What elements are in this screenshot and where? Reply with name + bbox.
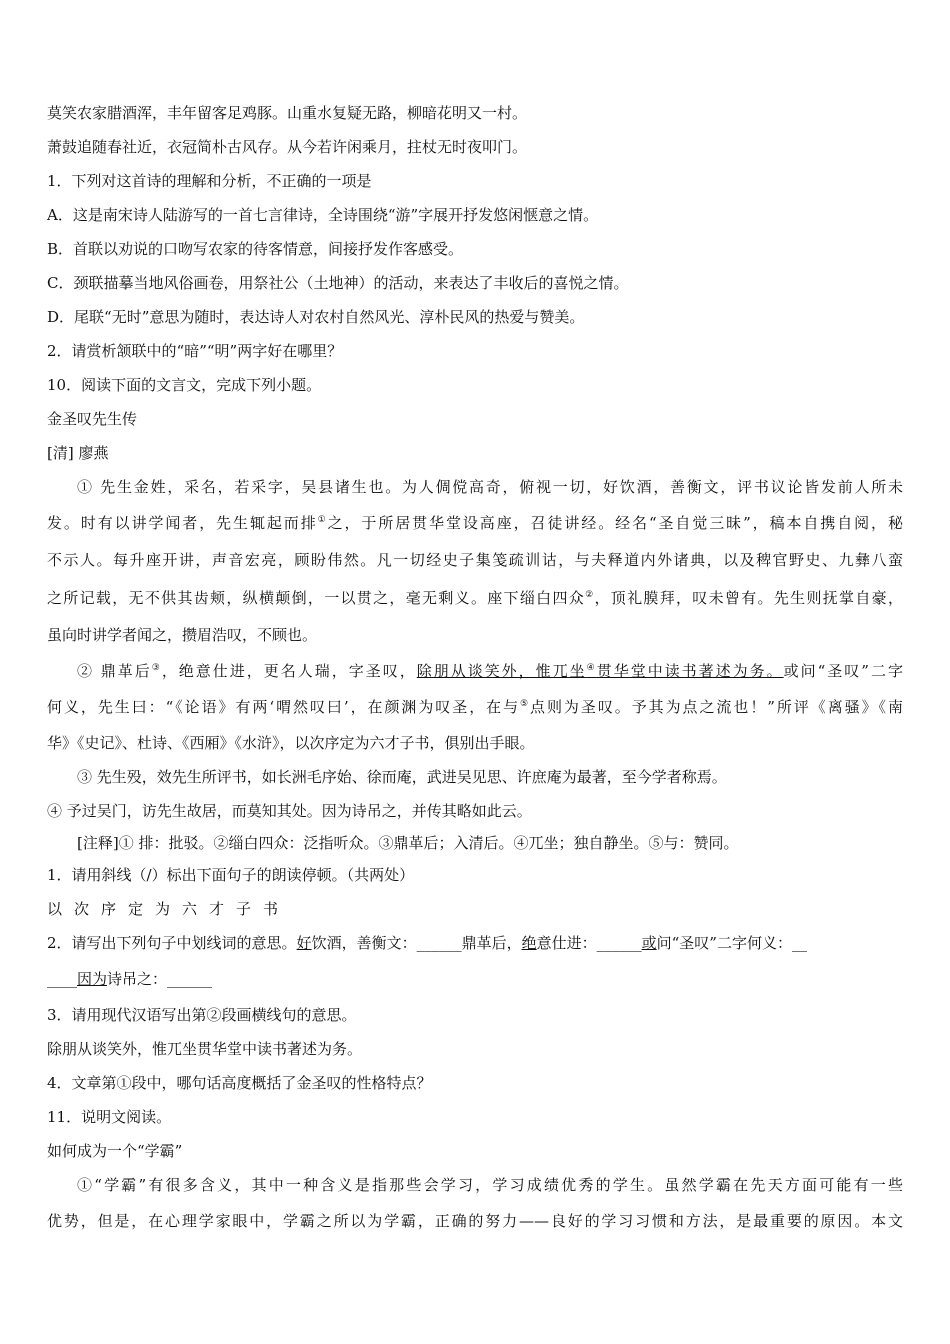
answer-blank[interactable]: ______ bbox=[596, 934, 642, 952]
passage-title: 金圣叹先生传 bbox=[47, 410, 138, 428]
option-c: C．颈联描摹当地风俗画卷，用祭社公（土地神）的活动，来表达了丰收后的喜悦之情。 bbox=[47, 274, 629, 292]
paragraph-3: ③ 先生殁，效先生所评书，如长洲毛序始、徐而庵，武进吴见思、许庶庵为最著，至今学者称焉。 bbox=[77, 768, 727, 786]
essay-paragraph-1-line-1: ①“学霸”有很多含义，其中一种含义是指那些会学习，学习成绩优秀的学生。虽然学霸在先天方面可能有一些 bbox=[77, 1176, 903, 1194]
paragraph-2-line-3: 华》《史记》、杜诗、《西厢》《水浒》，以次序定为六才子书，俱别出手眼。 bbox=[47, 734, 535, 752]
footnote-ref-5: ⑤ bbox=[520, 699, 531, 709]
paragraph-1-line-5: 虽向时讲学者闻之，攒眉浩叹，不顾也。 bbox=[47, 626, 318, 644]
footnote-ref-3: ③ bbox=[151, 663, 162, 673]
answer-blank[interactable]: __ bbox=[791, 934, 807, 952]
paragraph-2-line-2: 何义，先生曰：“《论语》有两‘喟然叹曰’，在颜渊为叹圣，在与⑤点则为圣叹。予其为点之流也！”所评《离骚》《南 bbox=[47, 698, 903, 716]
underlined-word: 因为 bbox=[77, 970, 108, 988]
footnotes: [注释]① 排：批驳。②缁白四众：泛指听众。③鼎革后；入清后。④兀坐；独自静坐。⑤与：赞同。 bbox=[77, 834, 739, 852]
underlined-word: 绝 bbox=[521, 934, 537, 952]
subquestion-2: 2．请写出下列句子中划线词的意思。好饮酒，善衡文：______鼎革后，绝意仕进：______或问“圣叹”二字何义：__ bbox=[47, 934, 807, 952]
question-11-intro: 11．说明文阅读。 bbox=[47, 1108, 172, 1126]
paragraph-1-line-1: ① 先生金姓，采名，若采字，吴县诸生也。为人倜傥高奇，俯视一切，好饮酒，善衡文，评书议论皆发前人所未 bbox=[77, 478, 903, 496]
option-a: A．这是南宋诗人陆游写的一首七言律诗，全诗围绕“游”字展开抒发悠闲惬意之情。 bbox=[47, 206, 599, 224]
paragraph-1-line-2: 发。时有以讲学闻者，先生辄起而排①之，于所居贯华堂设高座，召徒讲经。经名“圣自觉三昧”，稿本自携自阅，秘 bbox=[47, 514, 903, 532]
question-9-1: 1．下列对这首诗的理解和分析，不正确的一项是 bbox=[47, 172, 372, 190]
paragraph-1-line-4: 之所记载，无不供其齿颊，纵横颠倒，一以贯之，毫无剩义。座下缁白四众②，顶礼膜拜，叹未曾有。先生则抚掌自豪， bbox=[47, 589, 903, 607]
passage-author: [清] 廖燕 bbox=[47, 444, 109, 462]
pause-sentence: 以次序定为六才子书 bbox=[47, 900, 291, 918]
underlined-sentence: 除朋从谈笑外，惟兀坐④贯华堂中读书著述为务。 bbox=[416, 662, 784, 680]
option-d: D．尾联“无时”意思为随时，表达诗人对农村自然风光、淳朴民风的热爱与赞美。 bbox=[47, 308, 585, 326]
essay-title: 如何成为一个“学霸” bbox=[47, 1142, 183, 1160]
paragraph-2-line-1: ② 鼎革后③，绝意仕进，更名人瑞，字圣叹，除朋从谈笑外，惟兀坐④贯华堂中读书著述为务。或问“圣叹”二字 bbox=[77, 662, 903, 680]
question-10-intro: 10．阅读下面的文言文，完成下列小题。 bbox=[47, 376, 322, 394]
poem-line-1: 莫笑农家腊酒浑，丰年留客足鸡豚。山重水复疑无路，柳暗花明又一村。 bbox=[47, 104, 528, 122]
paragraph-1-line-3: 不示人。每升座开讲，声音宏亮，顾盼伟然。凡一切经史子集笺疏训诂，与夫释道内外诸典，以及稗官野史、九彝八蛮 bbox=[47, 551, 903, 569]
subquestion-1: 1．请用斜线（/）标出下面句子的朗读停顿。（共两处） bbox=[47, 866, 415, 884]
underlined-word: 或 bbox=[641, 934, 657, 952]
footnote-ref-1: ① bbox=[317, 515, 328, 525]
paragraph-4: ④ 予过吴门，访先生故居，而莫知其处。因为诗吊之，并传其略如此云。 bbox=[47, 802, 532, 820]
underlined-word: 好 bbox=[296, 934, 312, 952]
answer-blank[interactable]: ______ bbox=[167, 970, 213, 988]
question-9-2: 2．请赏析颔联中的“暗”“明”两字好在哪里？ bbox=[47, 342, 343, 360]
answer-blank[interactable]: ____ bbox=[47, 970, 77, 988]
option-b: B．首联以劝说的口吻写农家的待客情意，间接抒发作客感受。 bbox=[47, 240, 464, 258]
subquestion-2-cont: ____因为诗吊之：______ bbox=[47, 970, 213, 988]
footnote-ref-2: ② bbox=[585, 590, 595, 600]
answer-blank[interactable]: ______ bbox=[416, 934, 462, 952]
essay-paragraph-1-line-2: 优势，但是，在心理学家眼中，学霸之所以为学霸，正确的努力——良好的学习习惯和方法，是最重要的原因。本文 bbox=[47, 1212, 903, 1230]
subquestion-3: 3．请用现代汉语写出第②段画横线句的意思。 bbox=[47, 1006, 357, 1024]
footnote-ref-4: ④ bbox=[586, 663, 597, 673]
subquestion-3-sentence: 除朋从谈笑外，惟兀坐贯华堂中读书著述为务。 bbox=[47, 1040, 363, 1058]
subquestion-4: 4．文章第①段中，哪句话高度概括了金圣叹的性格特点？ bbox=[47, 1074, 432, 1092]
poem-line-2: 萧鼓追随春社近，衣冠简朴古风存。从今若许闲乘月，拄杖无时夜叩门。 bbox=[47, 138, 528, 156]
